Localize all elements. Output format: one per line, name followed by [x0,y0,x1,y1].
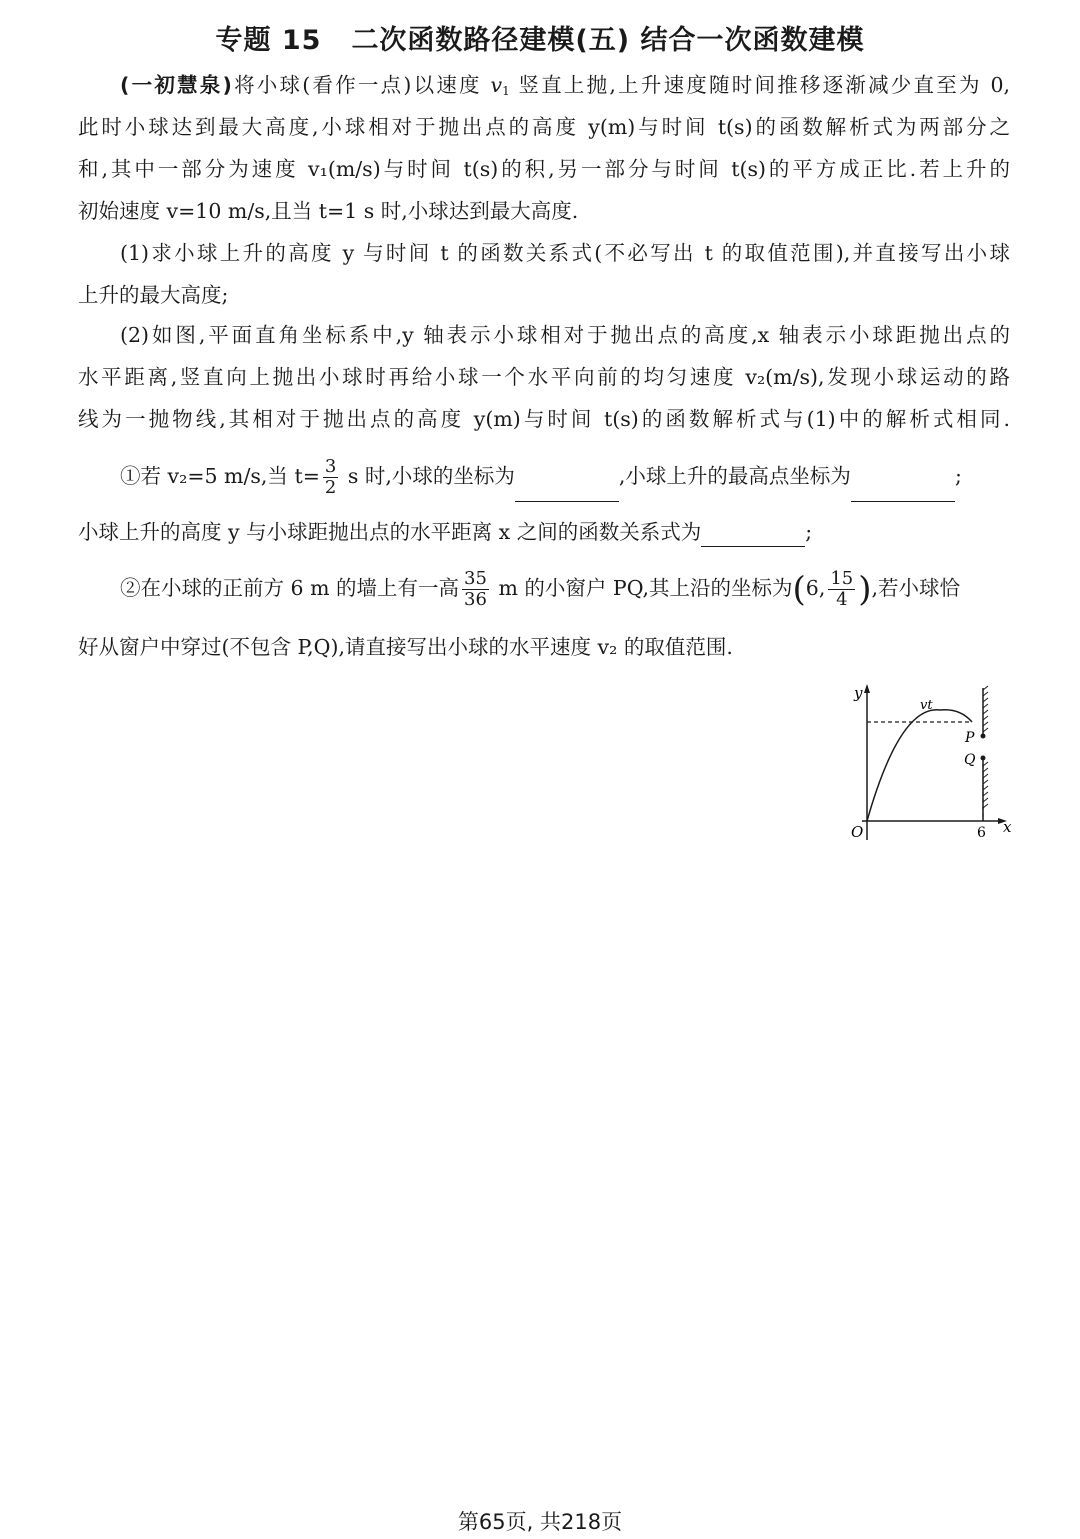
x-axis-label: x [1003,818,1012,836]
q2a-line-2 [78,517,1010,547]
q1-line-1: (1)求小球上升的高度 y 与时间 t 的函数关系式(不必写出 t 的取值范围),并直接写出小球 [120,241,1010,265]
intro-line-4: 初始速度 v=10 m/s,且当 t=1 s 时,小球达到最大高度. [78,199,579,223]
q2b-mid: m 的小窗户 PQ,其上沿的坐标为 [491,576,793,600]
q1-line-2: 上升的最大高度; [78,283,229,307]
q2-line-2: 水平距离,竖直向上抛出小球时再给小球一个水平向前的均匀速度 v₂(m/s),发现小球运动的路 [78,365,1010,389]
page-number-footer: 第65页, 共218页 [457,1510,623,1534]
fraction-3-2 [323,457,338,498]
intro-text-b: 竖直上抛,上升速度随时间推移逐渐减少直至为 0, [509,73,1010,97]
q2a-pre: ①若 v₂=5 m/s,当 t= [120,464,320,488]
p-label: P [965,730,975,746]
topic-number: 专题 15 [215,25,322,56]
paren-close: ) [858,569,872,610]
parabola-path [867,710,972,821]
q2b-line-1 [120,560,1010,616]
q2b-post: ,若小球恰 [871,576,961,600]
frac-num: 3 [324,456,337,477]
answer-blank-highest-point[interactable] [851,479,955,502]
page-title [0,18,1080,57]
q2b-pre: ②在小球的正前方 6 m 的墙上有一高 [120,576,460,600]
point-q [981,756,986,761]
intro-line-3: 和,其中一部分为速度 v₁(m/s)与时间 t(s)的积,另一部分与时间 t(s)的平方成正比.若上升的 [78,157,1010,181]
q2a-l2-text: 小球上升的高度 y 与小球距抛出点的水平距离 x 之间的函数关系式为 [78,520,702,544]
vt-label: vt [920,698,933,713]
frac-num: 35 [464,568,487,589]
q2a-line-1 [120,450,1010,502]
paren-open: ( [792,569,806,610]
x-six-label: 6 [977,825,986,841]
frac-den: 4 [836,589,848,610]
point-p [981,734,986,739]
trajectory-figure [840,680,1020,850]
q2a-mid2: ,小球上升的最高点坐标为 [618,464,851,488]
q2-line-3: 线为一抛物线,其相对于抛出点的高度 y(m)与时间 t(s)的函数解析式与(1)中的解析式相同. [78,407,1010,431]
origin-label: O [851,823,864,841]
q2a-mid: s 时,小球的坐标为 [341,464,515,488]
intro-text-a: 将小球(看作一点)以速度 [231,73,491,97]
y-axis-arrow [864,684,870,693]
answer-blank-coordinate[interactable] [515,479,619,502]
intro-line-2: 此时小球达到最大高度,小球相对于抛出点的高度 y(m)与时间 t(s)的函数解析式为两部分之 [78,115,1010,139]
v1-symbol: v [490,73,503,97]
fraction-35-36 [462,569,489,610]
coord-x: 6, [805,576,826,600]
q-label: Q [964,752,976,768]
q2b-line-2: 好从窗户中穿过(不包含 P,Q),请直接写出小球的水平速度 v₂ 的取值范围. [78,635,733,659]
frac-den: 36 [464,589,487,610]
frac-num: 15 [830,568,854,589]
answer-blank-function[interactable] [701,524,805,547]
y-axis-label: y [854,684,863,702]
q2-line-1: (2)如图,平面直角坐标系中,y 轴表示小球相对于抛出点的高度,x 轴表示小球距抛出点的 [120,323,1010,347]
source-label: (一初慧泉) [120,73,232,97]
topic-name: 二次函数路径建模(五) 结合一次函数建模 [351,25,865,56]
frac-den: 2 [324,477,337,498]
fraction-15-4 [828,569,855,610]
intro-line-1: (一初慧泉)将小球(看作一点)以速度 $v_1$ 竖直上抛,上升速度随时间推移逐渐减少直至为 0, [120,73,1010,98]
q2a-l2-end: ; [805,520,813,544]
q2a-end: ; [954,464,962,488]
